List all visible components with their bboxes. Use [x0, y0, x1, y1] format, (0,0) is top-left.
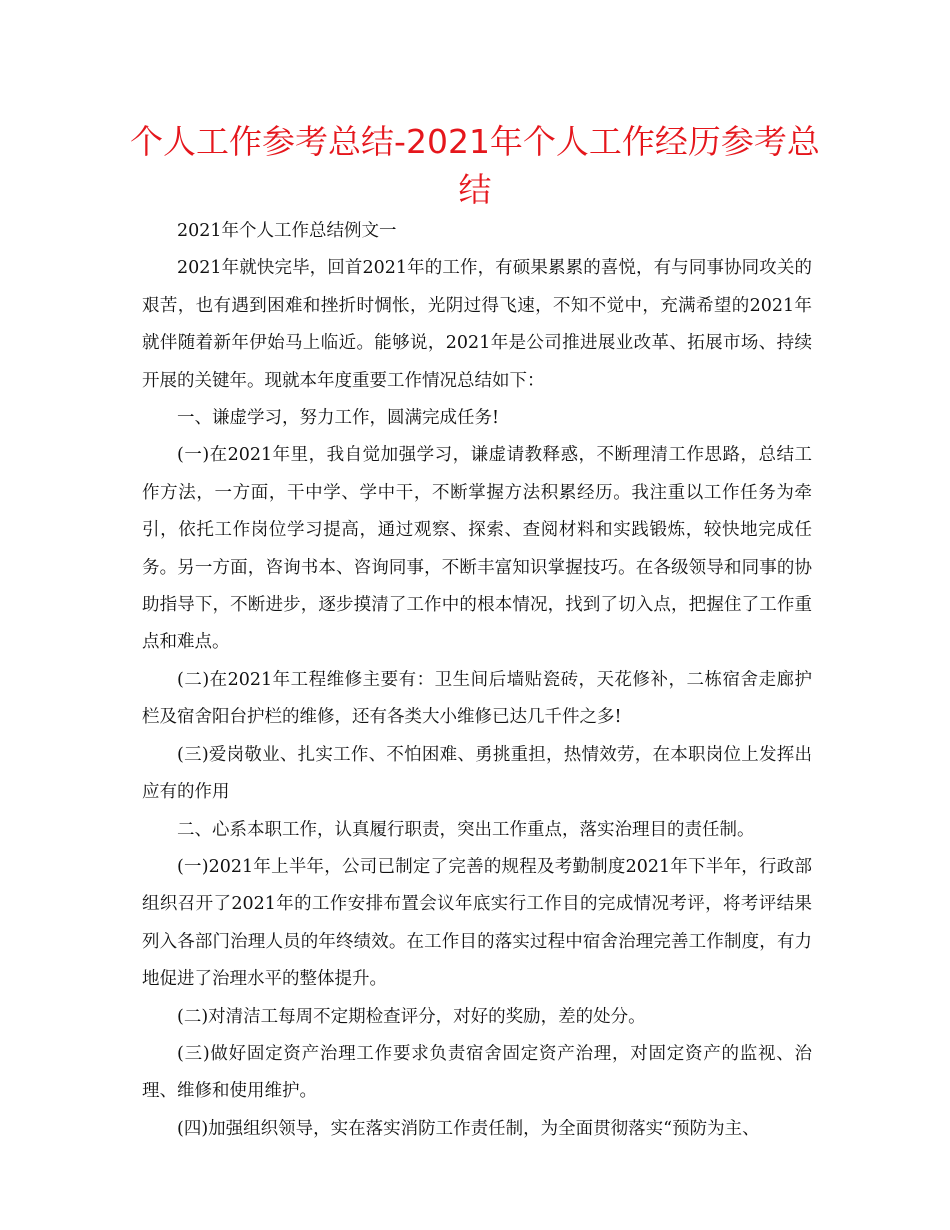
paragraph: 2021年就快完毕，回首2021年的工作，有硕果累累的喜悦，有与同事协同攻关的艰苦，也有遇到困难和挫折时惆怅，光阴过得飞速，不知不觉中，充满希望的2021年就伴随着新年伊始马上临近。能够说，2021年是公司推进展业改革、拓展市场、持续开展的关键年。现就本年度重要工作情况总结如下： — [142, 258, 812, 391]
paragraph: (一)在2021年里，我自觉加强学习，谦虚请教释惑，不断理清工作思路，总结工作方法，一方面，干中学、学中干，不断掌握方法积累经历。我注重以工作任务为牵引，依托工作岗位学习提高，通过观察、探索、查阅材料和实践锻炼，较快地完成任务。另一方面，咨询书本、咨询同事，不断丰富知识掌握技巧。在各级领导和同事的协助指导下，不断进步，逐步摸清了工作中的根本情况，找到了切入点，把握住了工作重点和难点。 — [142, 445, 812, 653]
section-heading: 2021年个人工作总结例文一 — [177, 221, 397, 241]
document-title: 个人工作参考总结-2021年个人工作经历参考总结 — [130, 122, 820, 209]
paragraph: (四)加强组织领导，实在落实消防工作责任制，为全面贯彻落实“预防为主、 — [177, 1118, 760, 1139]
paragraph: (一)2021年上半年，公司已制定了完善的规程及考勤制度2021年下半年，行政部组织召开了2021年的工作安排布置会议年底实行工作目的完成情况考评，将考评结果列入各部门治理人员的年终绩效。在工作目的落实过程中宿舍治理完善工作制度，有力地促进了治理水平的整体提升。 — [142, 856, 812, 990]
document-body — [142, 213, 812, 1148]
paragraph: (二)在2021年工程维修主要有：卫生间后墙贴瓷砖，天花修补，二栋宿舍走廊护栏及宿舍阳台护栏的维修，还有各类大小维修已达几千件之多! — [142, 669, 812, 728]
section-heading: 二、心系本职工作，认真履行职责，突出工作重点，落实治理目的责任制。 — [177, 819, 755, 840]
section-heading: 一、谦虚学习，努力工作，圆满完成任务! — [177, 408, 500, 429]
paragraph: (三)做好固定资产治理工作要求负责宿舍固定资产治理，对固定资产的监视、治理、维修和使用维护。 — [142, 1043, 812, 1102]
paragraph: (二)对清洁工每周不定期检查评分，对好的奖励，差的处分。 — [177, 1006, 646, 1027]
paragraph: (三)爱岗敬业、扎实工作、不怕困难、勇挑重担，热情效劳，在本职岗位上发挥出应有的作用 — [142, 744, 812, 803]
